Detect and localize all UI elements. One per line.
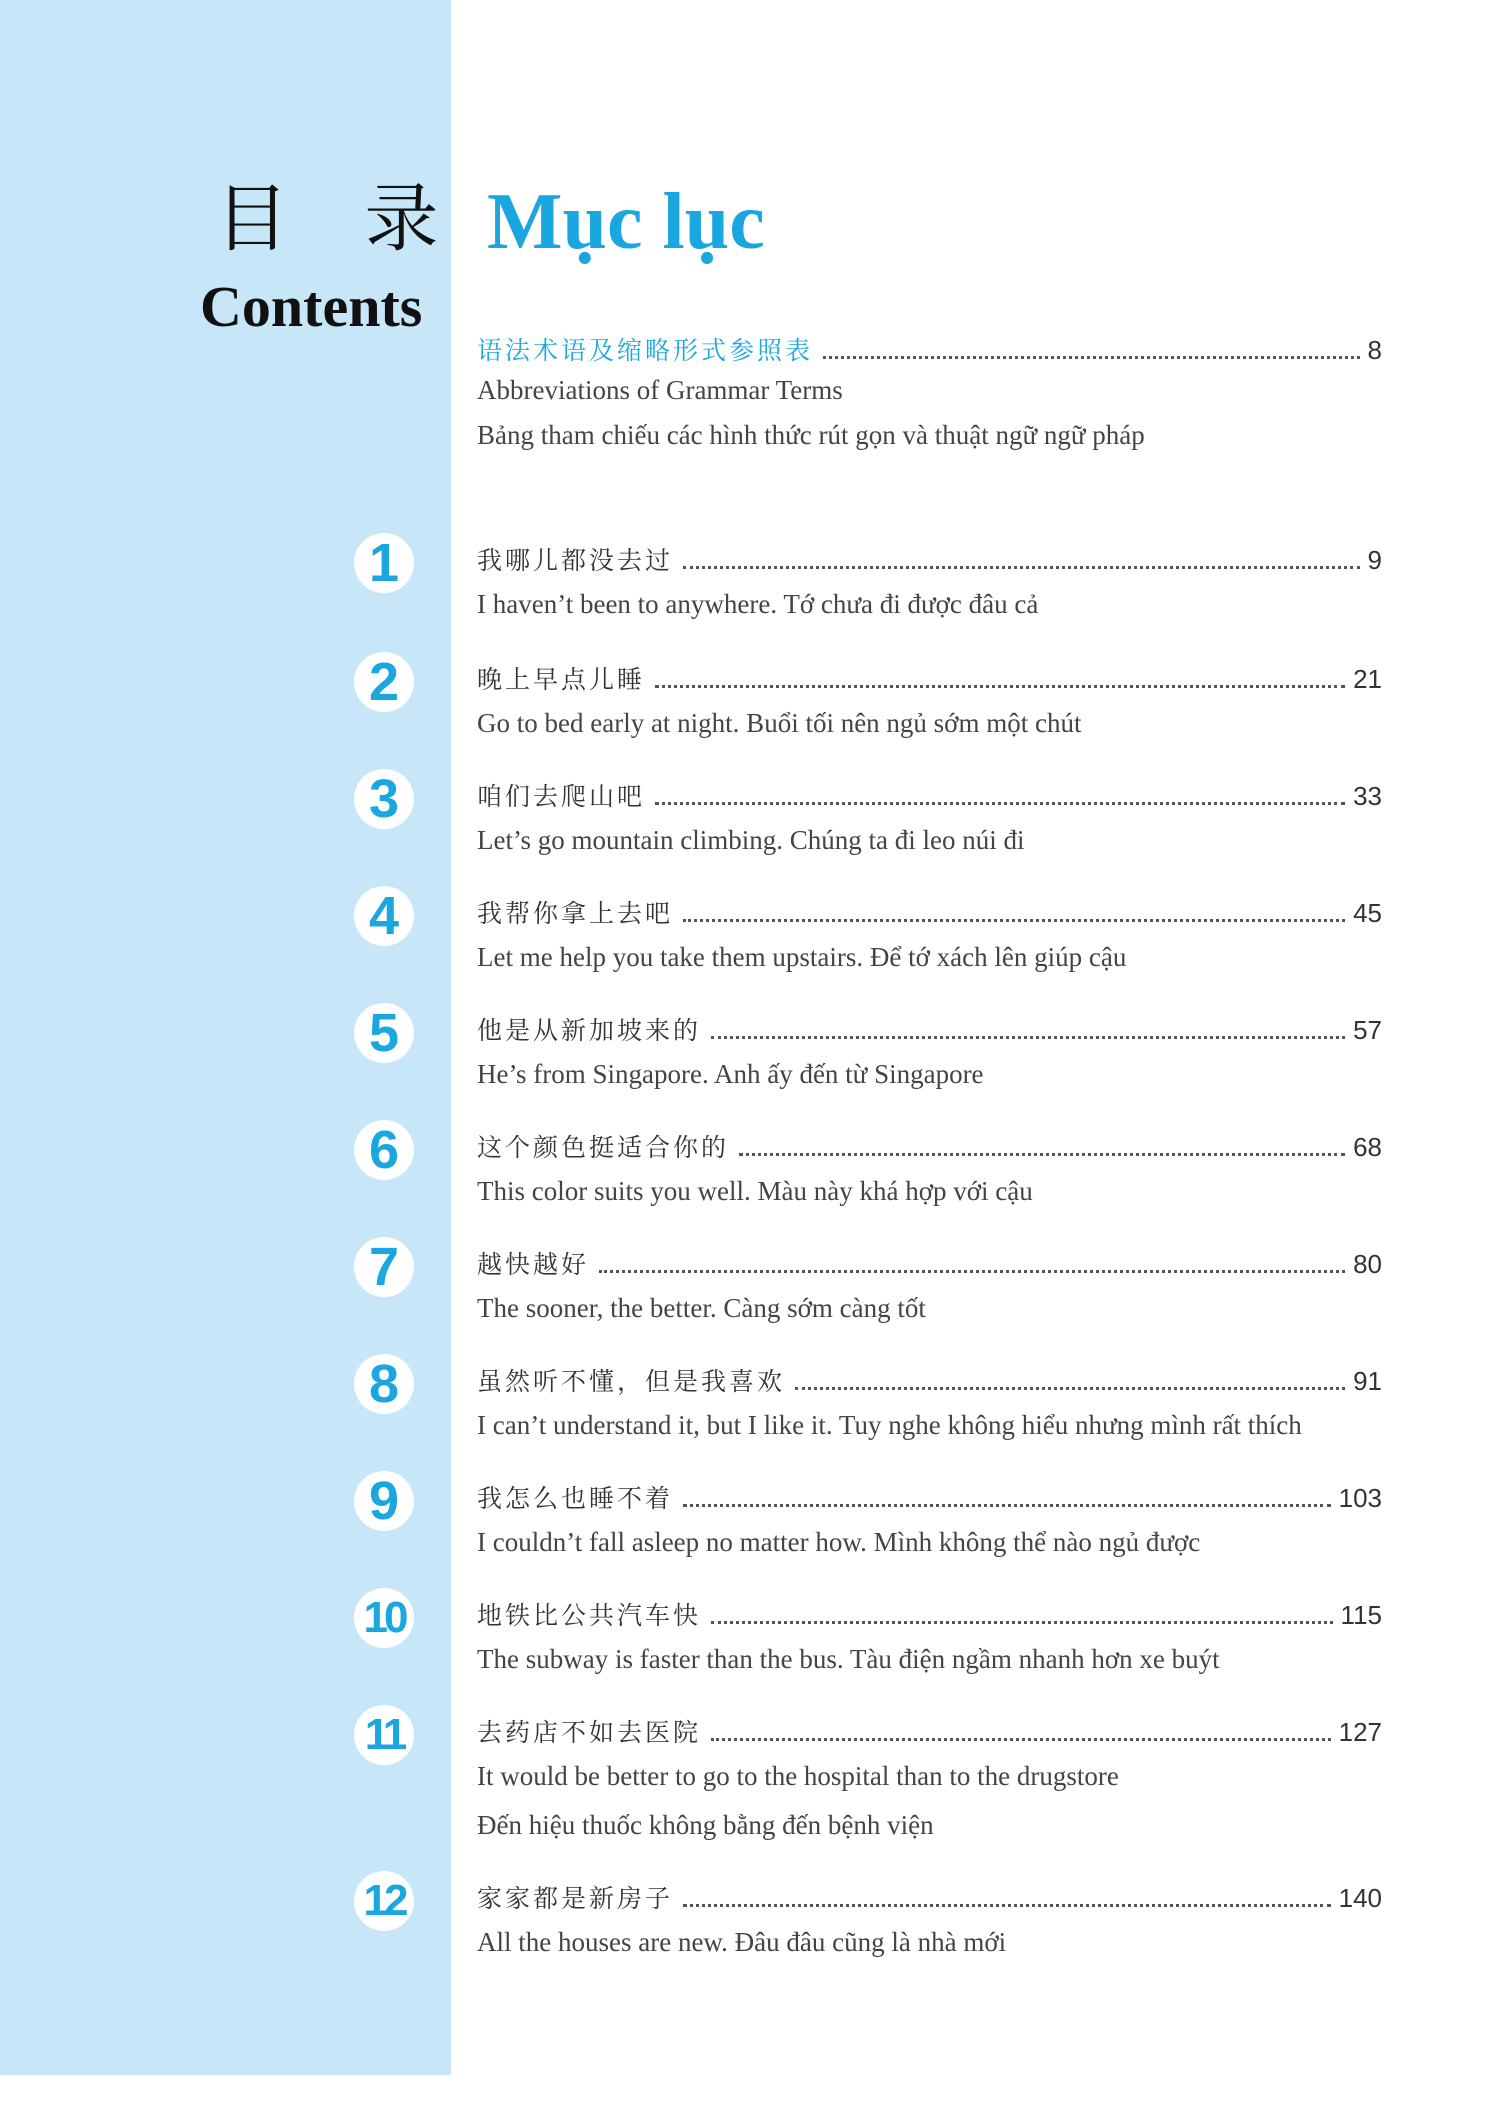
lesson-title-cn: 地铁比公共汽车快 [477, 1601, 702, 1630]
page-number: 33 [1353, 781, 1382, 811]
lesson-translation: The subway is faster than the bus. Tàu điện ngầm nhanh hơn xe buýt [477, 1644, 1220, 1674]
page-number: 21 [1353, 664, 1382, 694]
dot-leader [683, 1503, 1331, 1507]
dot-leader [711, 1035, 1345, 1039]
dot-leader [683, 918, 1345, 922]
page-number: 103 [1338, 1483, 1382, 1513]
dot-leader [683, 565, 1360, 569]
lesson-title-cn: 我哪儿都没去过 [477, 546, 674, 575]
abbreviations-vi: Bảng tham chiếu các hình thức rút gọn và thuật ngữ ngữ pháp [477, 420, 1145, 450]
lesson-entry[interactable] [0, 1354, 1382, 1472]
lesson-entry[interactable] [0, 1593, 1382, 1706]
lesson-translation: Let me help you take them upstairs. Để tớ xách lên giúp cậu [477, 942, 1127, 972]
lesson-title-cn: 我帮你拿上去吧 [477, 899, 674, 928]
lesson-entry[interactable] [0, 769, 1382, 887]
abbreviations-entry[interactable] [477, 331, 1382, 451]
lesson-number-badge: 2 [354, 652, 414, 712]
lesson-title-cn: 家家都是新房子 [477, 1884, 674, 1913]
dot-leader [739, 1152, 1345, 1156]
lesson-entry[interactable] [0, 1003, 1382, 1121]
page-number: 115 [1340, 1600, 1382, 1630]
page-number: 140 [1338, 1883, 1382, 1913]
lesson-translation: Go to bed early at night. Buổi tối nên ngủ sớm một chút [477, 708, 1082, 738]
abbreviations-cn: 语法术语及缩略形式参照表 [477, 336, 814, 365]
lesson-title-cn: 我怎么也睡不着 [477, 1484, 674, 1513]
page-number: 45 [1353, 898, 1382, 928]
page-number: 57 [1353, 1015, 1382, 1045]
page-number: 91 [1353, 1366, 1382, 1396]
page-number: 9 [1367, 545, 1382, 575]
lesson-number-badge: 12 [354, 1871, 414, 1931]
lesson-translation: This color suits you well. Màu này khá hợp với cậu [477, 1176, 1033, 1206]
lesson-title-cn: 去药店不如去医院 [477, 1718, 702, 1747]
dot-leader [711, 1737, 1331, 1741]
lesson-entry[interactable] [0, 1120, 1382, 1238]
page-number: 127 [1338, 1717, 1382, 1747]
dot-leader [823, 355, 1360, 359]
page-number: 80 [1353, 1249, 1382, 1279]
lesson-title-cn: 越快越好 [477, 1250, 590, 1279]
lesson-translation: It would be better to go to the hospital than to the drugstore [477, 1761, 1119, 1791]
lesson-title-cn: 晚上早点儿睡 [477, 665, 646, 694]
lesson-title-cn: 他是从新加坡来的 [477, 1016, 702, 1045]
lesson-number-badge: 7 [354, 1237, 414, 1297]
lesson-translation: All the houses are new. Đâu đâu cũng là nhà mới [477, 1927, 1007, 1957]
page-number: 8 [1367, 335, 1382, 365]
lesson-translation: The sooner, the better. Càng sớm càng tốt [477, 1293, 926, 1323]
lesson-number-badge: 6 [354, 1120, 414, 1180]
lesson-translation: I haven’t been to anywhere. Tớ chưa đi được đâu cả [477, 589, 1039, 619]
dot-leader [683, 1903, 1331, 1907]
lesson-entry[interactable] [0, 1237, 1382, 1355]
lesson-translation: He’s from Singapore. Anh ấy đến từ Singapore [477, 1059, 984, 1089]
lesson-entry[interactable] [0, 1710, 1382, 1853]
lesson-number-badge: 4 [354, 886, 414, 946]
lesson-title-cn: 虽然听不懂，但是我喜欢 [477, 1367, 786, 1396]
lesson-entry[interactable] [0, 1876, 1382, 1989]
lesson-translation: I can’t understand it, but I like it. Tuy nghe không hiểu nhưng mình rất thích [477, 1410, 1302, 1440]
dot-leader [711, 1620, 1333, 1624]
dot-leader [655, 684, 1345, 688]
lesson-title-cn: 这个颜色挺适合你的 [477, 1133, 730, 1162]
lesson-entry[interactable] [0, 652, 1382, 770]
english-title: Contents [200, 274, 423, 339]
dot-leader [795, 1386, 1345, 1390]
lesson-translation: I couldn’t fall asleep no matter how. Mình không thể nào ngủ được [477, 1527, 1201, 1557]
lesson-title-cn: 咱们去爬山吧 [477, 782, 646, 811]
lesson-number-badge: 9 [354, 1471, 414, 1531]
dot-leader [655, 801, 1345, 805]
chinese-title: 目 录 [215, 176, 465, 262]
lesson-number-badge: 10 [354, 1588, 414, 1648]
vietnamese-title: Mục lục [487, 178, 765, 266]
abbreviations-en: Abbreviations of Grammar Terms [477, 375, 843, 405]
lesson-number-badge: 11 [354, 1705, 414, 1765]
lesson-entry[interactable] [0, 533, 1382, 651]
lesson-number-badge: 5 [354, 1003, 414, 1063]
lesson-number-badge: 1 [354, 533, 414, 593]
lesson-translation: Let’s go mountain climbing. Chúng ta đi leo núi đi [477, 825, 1025, 855]
dot-leader [599, 1269, 1345, 1273]
lesson-entry[interactable] [0, 886, 1382, 1004]
page-number: 68 [1353, 1132, 1382, 1162]
lesson-translation-vi: Đến hiệu thuốc không bằng đến bệnh viện [477, 1810, 934, 1840]
lesson-number-badge: 8 [354, 1354, 414, 1414]
lesson-entry[interactable] [0, 1471, 1382, 1589]
lesson-number-badge: 3 [354, 769, 414, 829]
